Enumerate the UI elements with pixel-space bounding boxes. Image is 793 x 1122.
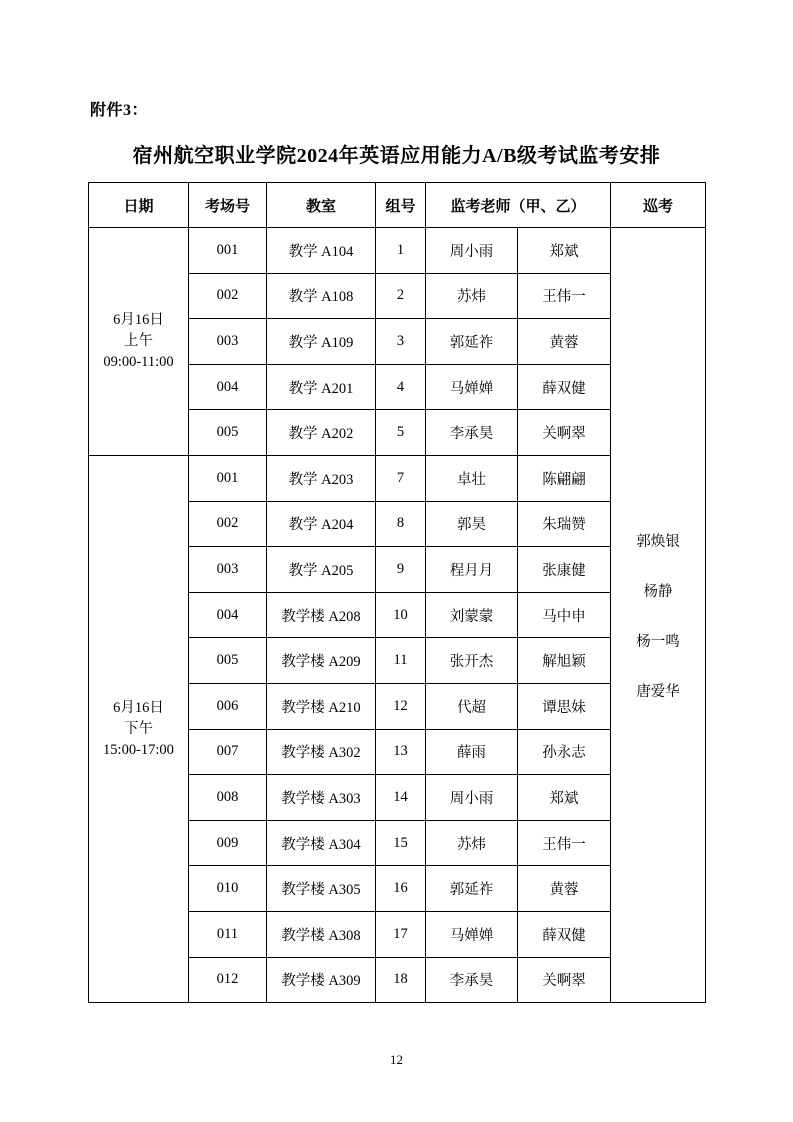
date-line: 下午	[124, 720, 153, 737]
room-number-cell: 004	[189, 364, 267, 410]
invigilator-a-cell: 李承昊	[426, 410, 518, 456]
invigilator-a-cell: 周小雨	[426, 775, 518, 821]
room-number-cell: 002	[189, 273, 267, 319]
group-number-cell: 9	[376, 547, 426, 593]
group-number-cell: 1	[376, 228, 426, 274]
group-number-cell: 4	[376, 364, 426, 410]
invigilator-a-cell: 郭延祚	[426, 319, 518, 365]
classroom-cell: 教学 A108	[267, 273, 376, 319]
col-header-date: 日期	[89, 183, 189, 228]
invigilator-a-cell: 郭延祚	[426, 866, 518, 912]
group-number-cell: 11	[376, 638, 426, 684]
patrol-cell	[611, 228, 706, 1003]
room-number-cell: 011	[189, 911, 267, 957]
group-number-cell: 7	[376, 455, 426, 501]
attachment-label: 附件3：	[90, 102, 149, 119]
room-number-cell: 005	[189, 638, 267, 684]
room-number-cell: 004	[189, 592, 267, 638]
date-line: 6月16日	[113, 699, 164, 716]
classroom-cell: 教学 A202	[267, 410, 376, 456]
classroom-cell: 教学楼 A308	[267, 911, 376, 957]
room-number-cell: 005	[189, 410, 267, 456]
invigilator-a-cell: 马婵婵	[426, 911, 518, 957]
group-number-cell: 2	[376, 273, 426, 319]
table-row	[89, 228, 706, 274]
invigilator-a-cell: 代超	[426, 683, 518, 729]
exam-schedule-table	[88, 182, 706, 1003]
group-number-cell: 13	[376, 729, 426, 775]
classroom-cell: 教学楼 A209	[267, 638, 376, 684]
date-cell	[89, 228, 189, 456]
patrol-name: 郭焕银	[636, 533, 680, 550]
group-number-cell: 5	[376, 410, 426, 456]
classroom-cell: 教学楼 A303	[267, 775, 376, 821]
col-header-room-number: 考场号	[189, 183, 267, 228]
date-line: 15:00-17:00	[103, 741, 174, 758]
invigilator-b-cell: 王伟一	[518, 273, 611, 319]
invigilator-a-cell: 张开杰	[426, 638, 518, 684]
room-number-cell: 007	[189, 729, 267, 775]
invigilator-b-cell: 关啊翠	[518, 410, 611, 456]
invigilator-a-cell: 刘蒙蒙	[426, 592, 518, 638]
room-number-cell: 009	[189, 820, 267, 866]
col-header-group-number: 组号	[376, 183, 426, 228]
classroom-cell: 教学楼 A304	[267, 820, 376, 866]
room-number-cell: 001	[189, 455, 267, 501]
room-number-cell: 006	[189, 683, 267, 729]
classroom-cell: 教学 A104	[267, 228, 376, 274]
invigilator-b-cell: 关啊翠	[518, 957, 611, 1003]
date-line: 6月16日	[113, 311, 164, 328]
classroom-cell: 教学 A109	[267, 319, 376, 365]
invigilator-a-cell: 苏炜	[426, 273, 518, 319]
invigilator-b-cell: 黄蓉	[518, 866, 611, 912]
group-number-cell: 15	[376, 820, 426, 866]
col-header-invigilators: 监考老师（甲、乙）	[426, 183, 611, 228]
group-number-cell: 3	[376, 319, 426, 365]
header-row	[89, 183, 706, 228]
classroom-cell: 教学 A203	[267, 455, 376, 501]
group-number-cell: 17	[376, 911, 426, 957]
invigilator-b-cell: 陈翩翩	[518, 455, 611, 501]
invigilator-a-cell: 周小雨	[426, 228, 518, 274]
invigilator-b-cell: 解旭颖	[518, 638, 611, 684]
invigilator-a-cell: 郭昊	[426, 501, 518, 547]
invigilator-b-cell: 郑斌	[518, 775, 611, 821]
date-line: 上午	[124, 332, 153, 349]
col-header-patrol: 巡考	[611, 183, 706, 228]
room-number-cell: 010	[189, 866, 267, 912]
group-number-cell: 10	[376, 592, 426, 638]
room-number-cell: 003	[189, 319, 267, 365]
invigilator-b-cell: 薛双健	[518, 364, 611, 410]
invigilator-b-cell: 朱瑞赞	[518, 501, 611, 547]
room-number-cell: 002	[189, 501, 267, 547]
invigilator-a-cell: 马婵婵	[426, 364, 518, 410]
invigilator-a-cell: 苏炜	[426, 820, 518, 866]
invigilator-b-cell: 谭思妹	[518, 683, 611, 729]
room-number-cell: 008	[189, 775, 267, 821]
classroom-cell: 教学 A205	[267, 547, 376, 593]
group-number-cell: 12	[376, 683, 426, 729]
classroom-cell: 教学 A204	[267, 501, 376, 547]
classroom-cell: 教学楼 A305	[267, 866, 376, 912]
date-cell	[89, 455, 189, 1002]
invigilator-a-cell: 程月月	[426, 547, 518, 593]
patrol-name: 杨一鸣	[636, 633, 680, 650]
invigilator-b-cell: 郑斌	[518, 228, 611, 274]
classroom-cell: 教学楼 A302	[267, 729, 376, 775]
patrol-name: 杨静	[643, 583, 673, 600]
invigilator-a-cell: 李承昊	[426, 957, 518, 1003]
group-number-cell: 16	[376, 866, 426, 912]
group-number-cell: 8	[376, 501, 426, 547]
classroom-cell: 教学楼 A210	[267, 683, 376, 729]
invigilator-b-cell: 张康健	[518, 547, 611, 593]
patrol-name: 唐爱华	[636, 683, 680, 700]
page-title: 宿州航空职业学院2024年英语应用能力A/B级考试监考安排	[132, 145, 661, 167]
patrol-name-list	[611, 530, 705, 701]
schedule-table-body	[89, 228, 706, 1003]
invigilator-b-cell: 黄蓉	[518, 319, 611, 365]
classroom-cell: 教学楼 A208	[267, 592, 376, 638]
date-line: 09:00-11:00	[103, 353, 174, 370]
group-number-cell: 14	[376, 775, 426, 821]
invigilator-b-cell: 孙永志	[518, 729, 611, 775]
page-number: 12	[390, 1052, 403, 1067]
invigilator-b-cell: 王伟一	[518, 820, 611, 866]
room-number-cell: 003	[189, 547, 267, 593]
invigilator-a-cell: 卓壮	[426, 455, 518, 501]
room-number-cell: 001	[189, 228, 267, 274]
classroom-cell: 教学 A201	[267, 364, 376, 410]
invigilator-b-cell: 马中申	[518, 592, 611, 638]
col-header-classroom: 教室	[267, 183, 376, 228]
invigilator-b-cell: 薛双健	[518, 911, 611, 957]
group-number-cell: 18	[376, 957, 426, 1003]
room-number-cell: 012	[189, 957, 267, 1003]
invigilator-a-cell: 薛雨	[426, 729, 518, 775]
classroom-cell: 教学楼 A309	[267, 957, 376, 1003]
